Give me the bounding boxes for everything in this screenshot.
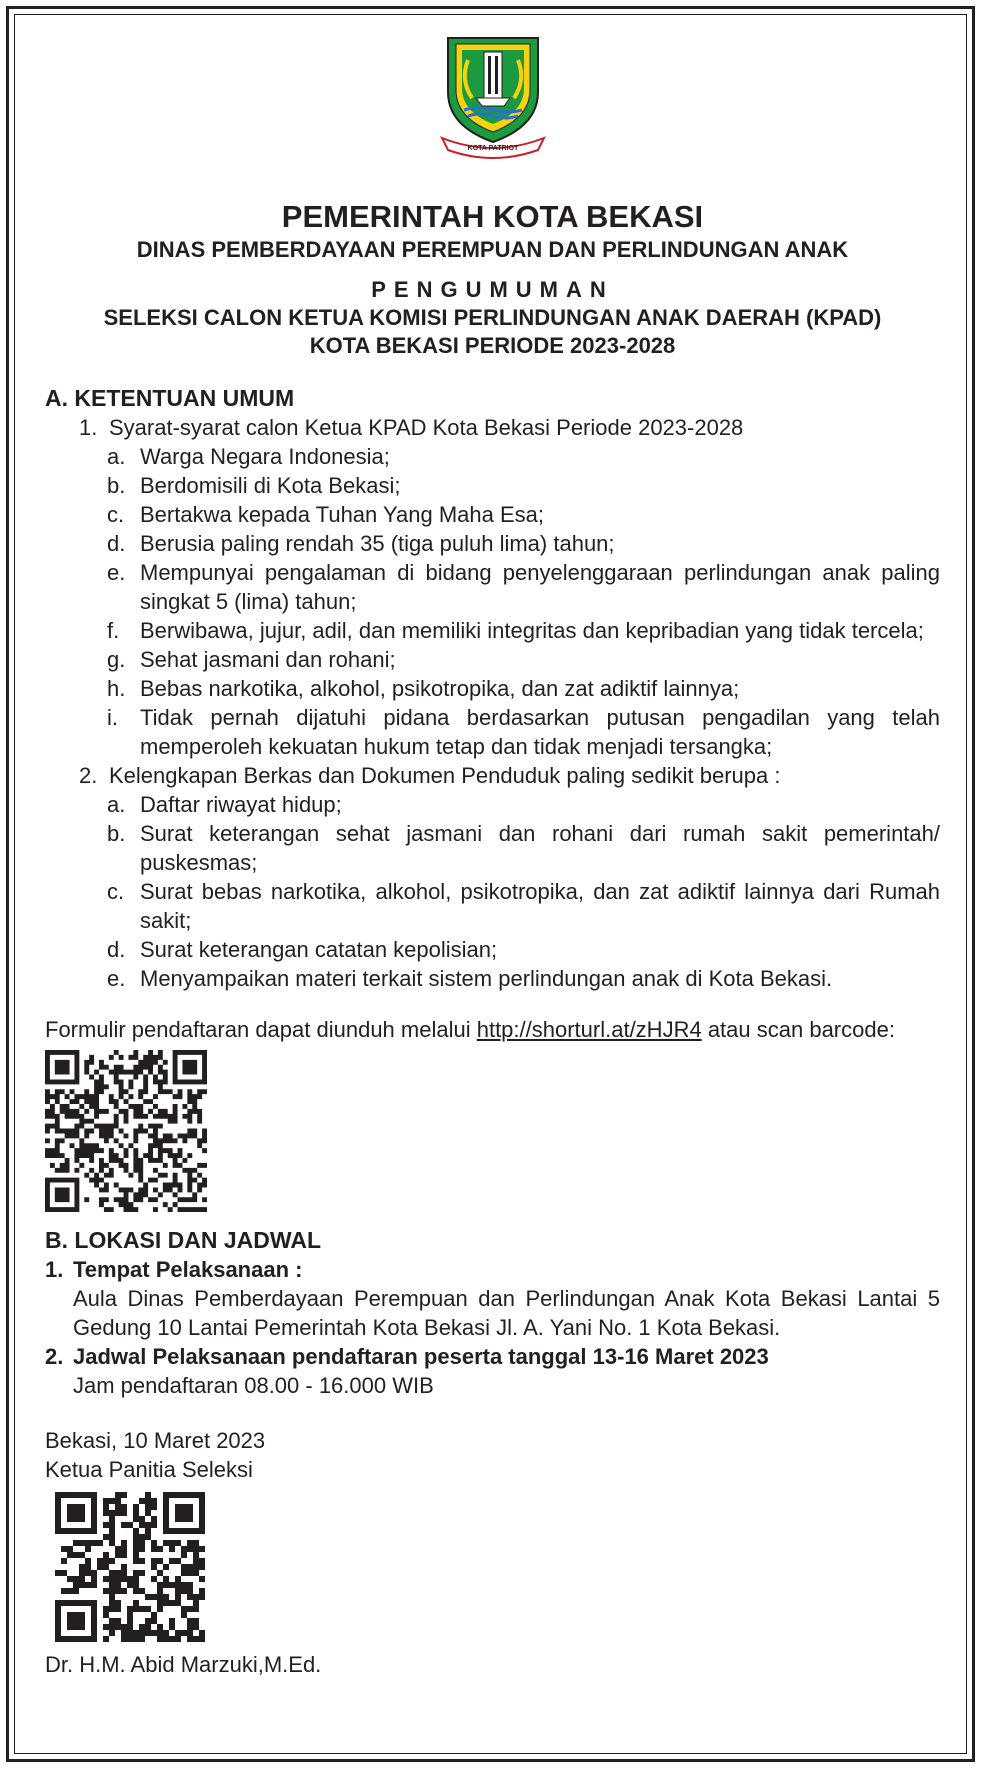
kota-bekasi-crest-icon	[438, 30, 548, 160]
government-title: PEMERINTAH KOTA BEKASI	[281, 199, 704, 234]
subject-line-1: SELEKSI CALON KETUA KOMISI PERLINDUNGAN ANAK DAERAH (KPAD)	[103, 305, 882, 330]
requirement-item: e. Mempunyai pengalaman di bidang penyelenggaraan perlindungan anak paling singkat 5 (lima) tahun;	[107, 560, 940, 614]
svg-text:KOTA PATRIOT: KOTA PATRIOT	[467, 145, 518, 152]
agency-title: DINAS PEMBERDAYAAN PEREMPUAN DAN PERLINDUNGAN ANAK	[136, 237, 849, 262]
venue-text: Aula Dinas Pemberdayaan Perempuan dan Perlindungan Anak Kota Bekasi Lantai 5 Gedung 10 Lantai Pemerintah Kota Bekasi Jl. A. Yani No. 1 Kota Bekasi.	[73, 1286, 940, 1340]
schedule-text: Jam pendaftaran 08.00 - 16.000 WIB	[73, 1373, 434, 1398]
requirement-group-2: 2. Kelengkapan Berkas dan Dokumen Penduduk paling sedikit berupa :	[79, 763, 781, 788]
requirement-list-1	[45, 442, 940, 761]
signatory-name: Dr. H.M. Abid Marzuki,M.Ed.	[45, 1652, 322, 1677]
announcement-content	[45, 30, 940, 1679]
requirement-item: d. Berusia paling rendah 35 (tiga puluh lima) tahun;	[107, 531, 615, 556]
subject-line-2: KOTA BEKASI PERIODE 2023-2028	[309, 333, 676, 358]
requirement-list-2	[45, 790, 940, 993]
requirement-item: f. Berwibawa, jujur, adil, dan memiliki integritas dan kepribadian yang tidak tercela;	[107, 618, 924, 643]
schedule-heading: 2. Jadwal Pelaksanaan pendaftaran peserta tanggal 13-16 Maret 2023	[45, 1344, 769, 1369]
requirement-item: b. Berdomisili di Kota Bekasi;	[107, 473, 401, 498]
requirement-item: h. Bebas narkotika, alkohol, psikotropika, dan zat adiktif lainnya;	[107, 676, 740, 701]
registration-paragraph: Formulir pendaftaran dapat diunduh melalui http://shorturl.at/zHJR4 atau scan barcode:	[45, 1017, 895, 1042]
requirement-item: e. Menyampaikan materi terkait sistem perlindungan anak di Kota Bekasi.	[107, 966, 833, 991]
signature-role: Ketua Panitia Seleksi	[45, 1457, 253, 1482]
requirement-item: c. Surat bebas narkotika, alkohol, psikotropika, dan zat adiktif lainnya dari Rumah sakit;	[107, 879, 940, 933]
requirement-item: g. Sehat jasmani dan rohani;	[107, 647, 396, 672]
requirement-item: i. Tidak pernah dijatuhi pidana berdasarkan putusan pengadilan yang telah memperoleh kekuatan hukum tetap dan tidak menjadi tersangka;	[107, 705, 940, 759]
requirement-group-1: 1. Syarat-syarat calon Ketua KPAD Kota Bekasi Periode 2023-2028	[79, 415, 744, 440]
venue-heading: 1. Tempat Pelaksanaan :	[45, 1257, 303, 1282]
registration-qr-code[interactable]	[45, 1050, 207, 1212]
requirement-item: a. Daftar riwayat hidup;	[107, 792, 342, 817]
requirement-item: d. Surat keterangan catatan kepolisian;	[107, 937, 498, 962]
section-a-title: A. KETENTUAN UMUM	[45, 385, 295, 411]
signature-qr-code	[55, 1492, 205, 1642]
signature-place-date: Bekasi, 10 Maret 2023	[45, 1428, 266, 1453]
requirement-item: c. Bertakwa kepada Tuhan Yang Maha Esa;	[107, 502, 545, 527]
requirement-item: a. Warga Negara Indonesia;	[107, 444, 390, 469]
section-b-title: B. LOKASI DAN JADWAL	[45, 1227, 321, 1253]
registration-link[interactable]: http://shorturl.at/zHJR4	[476, 1017, 702, 1042]
requirement-item: b. Surat keterangan sehat jasmani dan rohani dari rumah sakit pemerintah/ puskesmas;	[107, 821, 940, 875]
announcement-heading: PENGUMUMAN	[371, 277, 614, 302]
